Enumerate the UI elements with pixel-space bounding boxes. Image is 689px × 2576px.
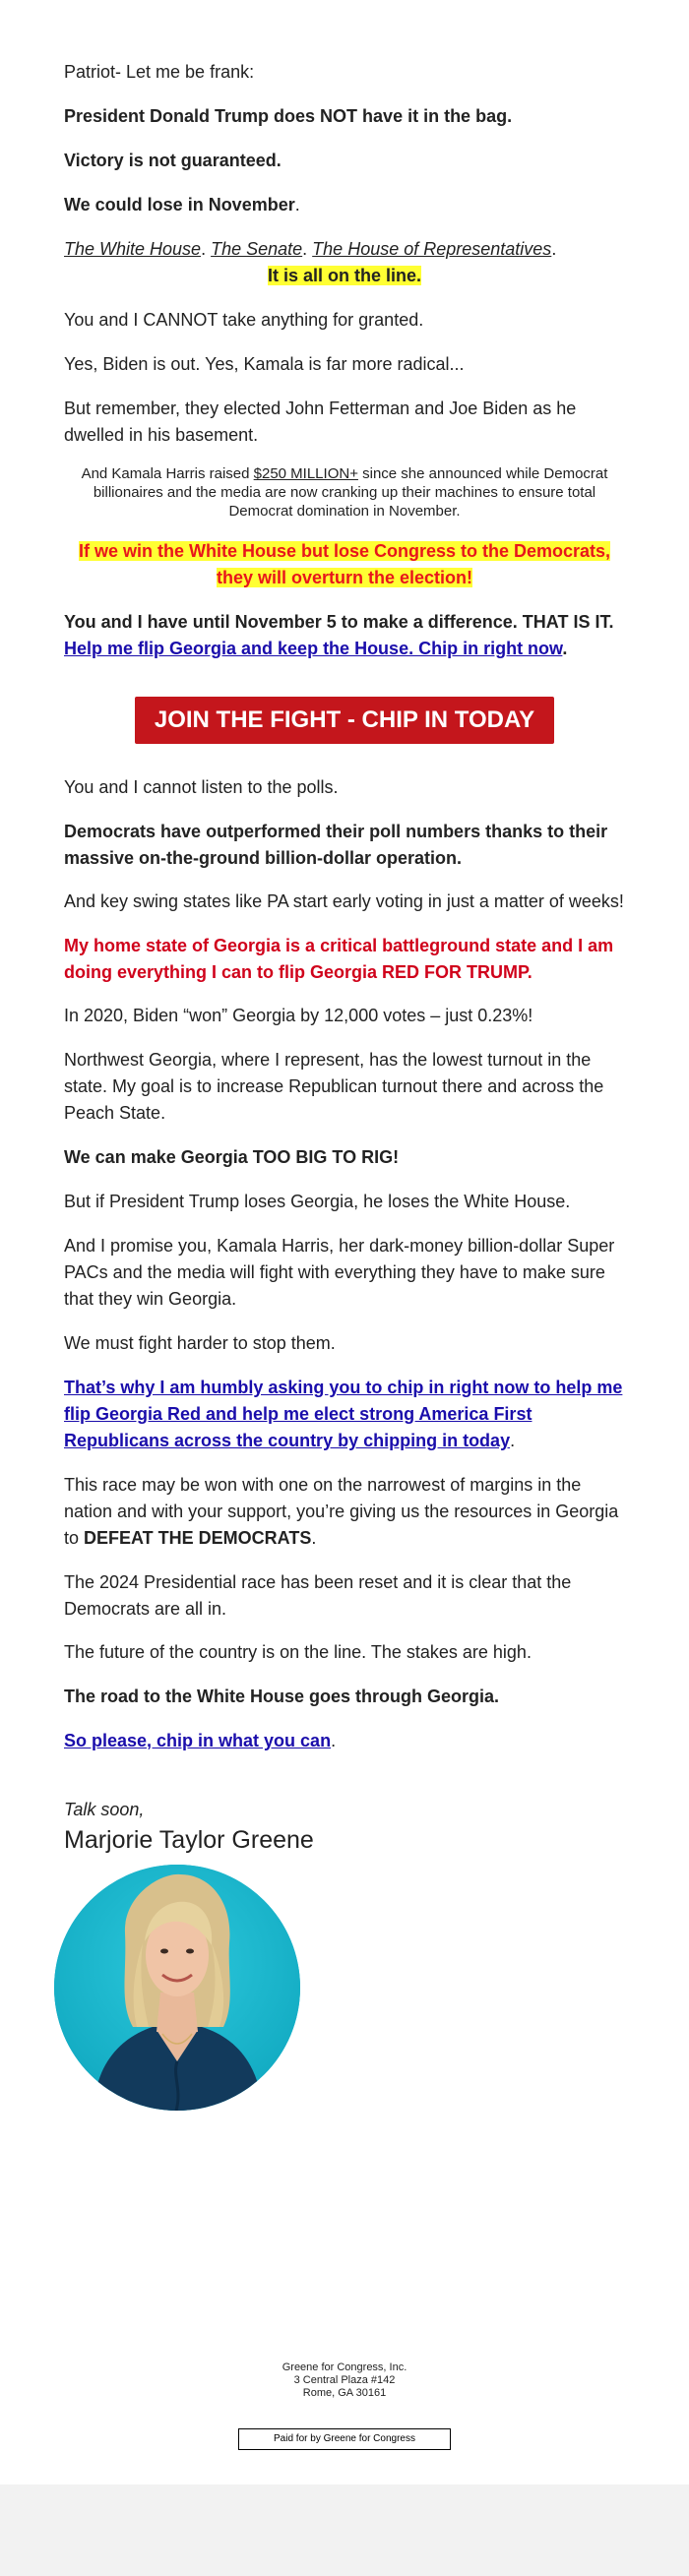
too-big-to-rig: We can make Georgia TOO BIG TO RIG!	[64, 1147, 400, 1167]
until-november	[64, 609, 625, 662]
institutions-end: .	[551, 239, 557, 259]
kamala-raised-after: since she announced while Democrat billionaires and the media are now cranking up their machines to ensure total Democrat domination in November.	[93, 465, 608, 520]
humbly-asking-link[interactable]: That’s why I am humbly asking you to chip in right now to help me flip Georgia Red and help me elect strong America First Republicans across the country by chipping in today	[64, 1378, 623, 1450]
chip-in-end: .	[331, 1731, 337, 1750]
kamala-raised-before: And Kamala Harris raised	[81, 465, 254, 482]
all-on-line-highlight: It is all on the line.	[267, 266, 422, 285]
road-line: The road to the White House goes through Georgia.	[64, 1687, 500, 1706]
cannot-granted: You and I CANNOT take anything for granted.	[64, 310, 424, 330]
margins-text: This race may be won with one on the narrowest of margins in the nation and with your support, you’re giving us the resources in Georgia to	[64, 1475, 619, 1548]
signature-name: Marjorie Taylor Greene	[64, 1826, 314, 1854]
remember-paragraph: But remember, they elected John Fetterman and Joe Biden as he dwelled in his basement.	[64, 399, 577, 445]
swing-states: And key swing states like PA start early voting in just a matter of weeks!	[64, 891, 624, 911]
trump-line-after: have it in the bag.	[357, 106, 513, 126]
margins-end: .	[311, 1528, 317, 1548]
warning-highlight: If we win the White House but lose Congress to the Democrats, they will overturn the election!	[78, 541, 611, 587]
warning-line	[64, 538, 625, 591]
white-house-text: The White House	[64, 239, 202, 259]
all-on-line	[64, 263, 625, 289]
trump-loses: But if President Trump loses Georgia, he loses the White House.	[64, 1192, 571, 1211]
institutions-sep-2: .	[302, 239, 313, 259]
victory-line: Victory is not guaranteed.	[64, 151, 282, 170]
paid-for-disclaimer: Paid for by Greene for Congress	[238, 2428, 451, 2450]
join-the-fight-button[interactable]: JOIN THE FIGHT - CHIP IN TODAY	[135, 697, 554, 744]
institutions-line	[64, 236, 625, 263]
portrait-illustration	[54, 1865, 300, 2111]
lose-line-bold: We could lose in November	[64, 195, 295, 215]
lose-line	[64, 192, 625, 218]
kamala-raised-amount: $250 MILLION+	[253, 465, 358, 482]
senate-text: The Senate	[211, 239, 303, 259]
polls-line: You and I cannot listen to the polls.	[64, 777, 339, 797]
signoff: Talk soon,	[64, 1800, 145, 1819]
kamala-raised	[64, 464, 625, 521]
trump-line	[64, 103, 625, 130]
greeting: Patriot- Let me be frank:	[64, 62, 255, 82]
margins-paragraph	[64, 1472, 625, 1552]
fight-harder: We must fight harder to stop them.	[64, 1333, 336, 1353]
trump-line-before: President Donald Trump does	[64, 106, 321, 126]
footer-org: Greene for Congress, Inc.	[282, 2361, 407, 2373]
humbly-paragraph	[64, 1375, 625, 1454]
future-line: The future of the country is on the line. The stakes are high.	[64, 1642, 532, 1662]
until-november-end: .	[562, 639, 568, 658]
until-november-bold: You and I have until November 5 to make a difference. THAT IS IT.	[64, 612, 614, 632]
footer-street: 3 Central Plaza #142	[293, 2374, 396, 2386]
chip-in-link[interactable]: So please, chip in what you can	[64, 1731, 332, 1750]
lose-line-tail: .	[294, 195, 300, 215]
northwest-paragraph: Northwest Georgia, where I represent, has the lowest turnout in the state. My goal is to increase Republican turnout there and across the Peach State.	[64, 1050, 604, 1123]
outperformed-paragraph: Democrats have outperformed their poll numbers thanks to their massive on-the-ground billion-dollar operation.	[64, 822, 608, 868]
trump-line-not: NOT	[320, 106, 358, 126]
house-text: The House of Representatives	[312, 239, 552, 259]
chip-in-line	[64, 1728, 625, 1754]
biden-out: Yes, Biden is out. Yes, Kamala is far more radical...	[64, 354, 465, 374]
candidate-portrait	[54, 1865, 300, 2111]
reset-paragraph: The 2024 Presidential race has been reset and it is clear that the Democrats are all in.	[64, 1572, 572, 1619]
footer-address	[0, 2361, 689, 2400]
flip-georgia-link[interactable]: Help me flip Georgia and keep the House. Chip in right now	[64, 639, 563, 658]
in-2020: In 2020, Biden “won” Georgia by 12,000 votes – just 0.23%!	[64, 1006, 533, 1025]
defeat-democrats: DEFEAT THE DEMOCRATS	[84, 1528, 312, 1548]
promise-paragraph: And I promise you, Kamala Harris, her dark-money billion-dollar Super PACs and the media will fight with everything they have to make sure that they win Georgia.	[64, 1236, 615, 1309]
institutions-sep-1: .	[201, 239, 212, 259]
humbly-end: .	[510, 1431, 516, 1450]
footer-city: Rome, GA 30161	[302, 2387, 387, 2399]
home-state: My home state of Georgia is a critical battleground state and I am doing everything I can to flip Georgia RED FOR TRUMP.	[64, 936, 614, 982]
